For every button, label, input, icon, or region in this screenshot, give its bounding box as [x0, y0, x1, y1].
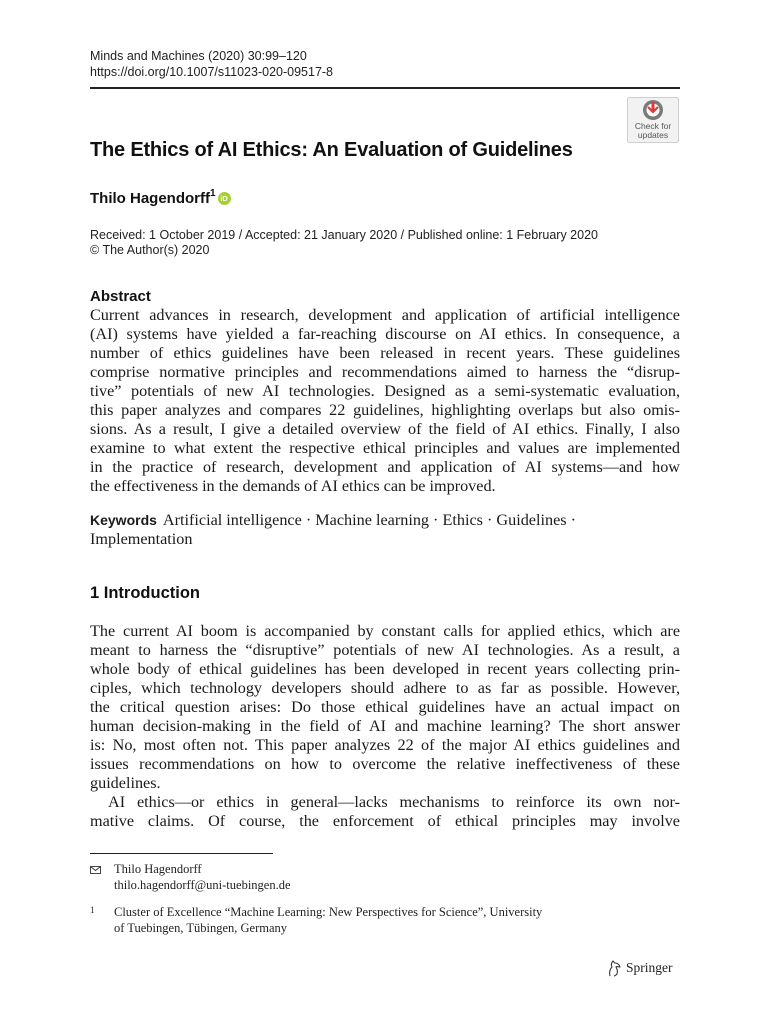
journal-header: [90, 48, 333, 80]
abstract-line: Current advances in research, development and application of artificial intelligence: [90, 306, 680, 324]
publisher-name: Springer: [626, 960, 673, 975]
abstract-line: (AI) systems have yielded a far-reaching discourse on AI ethics. In consequence, a: [90, 325, 680, 343]
keywords-line: Implementation: [90, 530, 193, 548]
body-line: meant to harness the “disruptive” potentials of new AI technologies. As a result, a: [90, 641, 680, 659]
abstract-line: in the practice of research, development and application of AI systems—and how: [90, 458, 680, 476]
history-dates: Received: 1 October 2019 / Accepted: 21 January 2020 / Published online: 1 February 2020: [90, 228, 598, 242]
affiliation-line: Cluster of Excellence “Machine Learning: New Perspectives for Science”, University: [114, 905, 543, 919]
author-line: [90, 185, 231, 209]
abstract-line: examine to what extent the respective ethical principles and values are implemented: [90, 439, 680, 457]
abstract-line: tive” potentials of new AI technologies. Designed as a semi-systematic evaluation,: [90, 382, 680, 400]
body-line: whole body of ethical guidelines has been developed in recent years collecting prin-: [90, 660, 680, 678]
affiliation-mark: 1: [210, 188, 216, 199]
body-line: issues recommendations on how to overcome the relative ineffectiveness of these: [90, 755, 680, 773]
body-line: The current AI boom is accompanied by constant calls for applied ethics, which are: [90, 622, 680, 640]
section-heading: 1 Introduction: [90, 584, 200, 602]
contact-email[interactable]: thilo.hagendorff@uni-tuebingen.de: [114, 877, 291, 892]
check-for-updates-icon: [627, 97, 679, 143]
abstract-body: [90, 306, 680, 496]
abstract-line: sions. As a result, I give a detailed overview of the field of AI ethics. Finally, I also: [90, 420, 680, 438]
publication-dates: [90, 228, 598, 258]
body-line: guidelines.: [90, 774, 161, 792]
body-line: mative claims. Of course, the enforcement of ethical principles may involve: [90, 812, 680, 830]
envelope-icon: [90, 866, 101, 874]
header-divider: [90, 87, 680, 89]
abstract-line: this paper analyzes and compares 22 guidelines, highlighting overlaps but also omis-: [90, 401, 680, 419]
abstract-line: comprise normative principles and recommendations aimed to harness the “disrup-: [90, 363, 680, 381]
publisher-logo[interactable]: [606, 958, 673, 978]
affiliation-line: of Tuebingen, Tübingen, Germany: [114, 920, 288, 935]
body-line: AI ethics—or ethics in general—lacks mechanisms to reinforce its own nor-: [108, 793, 680, 811]
body-line: human decision-making in the field of AI and machine learning? The short answer: [90, 717, 680, 735]
footnote-divider: [90, 853, 273, 854]
body-line: ciples, which technology developers should adhere to as far as possible. However,: [90, 679, 680, 697]
corresponding-author-note: [90, 862, 291, 893]
keywords-line: [90, 511, 680, 530]
keywords: [90, 511, 680, 549]
abstract-line: the effectiveness in the demands of AI ethics can be improved.: [90, 477, 496, 495]
abstract-heading: Abstract: [90, 288, 151, 305]
keywords-list: Artificial intelligence · Machine learning · Ethics · Guidelines ·: [162, 511, 577, 529]
doi-link[interactable]: https://doi.org/10.1007/s11023-020-09517-8: [90, 65, 334, 79]
springer-horse-icon: [606, 959, 622, 977]
svg-text:Check for: Check for: [634, 121, 672, 131]
copyright-notice: © The Author(s) 2020: [90, 243, 210, 257]
author-name[interactable]: Thilo Hagendorff: [90, 190, 210, 207]
abstract-line: number of ethics guidelines have been released in recent years. These guidelines: [90, 344, 680, 362]
body-line: the critical question arises: Do those ethical guidelines have an actual impact on: [90, 698, 680, 716]
introduction-body: [90, 622, 680, 831]
keywords-label: Keywords: [90, 512, 157, 528]
article-title: The Ethics of AI Ethics: An Evaluation of Guidelines: [90, 139, 573, 161]
journal-citation: Minds and Machines (2020) 30:99–120: [90, 49, 307, 63]
body-line: is: No, most often not. This paper analyzes 22 of the major AI ethics guidelines and: [90, 736, 680, 754]
contact-name: Thilo Hagendorff: [114, 862, 202, 876]
check-for-updates-badge[interactable]: [627, 97, 679, 143]
orcid-icon[interactable]: iD: [218, 192, 231, 205]
svg-text:updates: updates: [637, 130, 669, 140]
affiliation-note: [90, 905, 542, 936]
affiliation-number: 1: [90, 905, 95, 915]
